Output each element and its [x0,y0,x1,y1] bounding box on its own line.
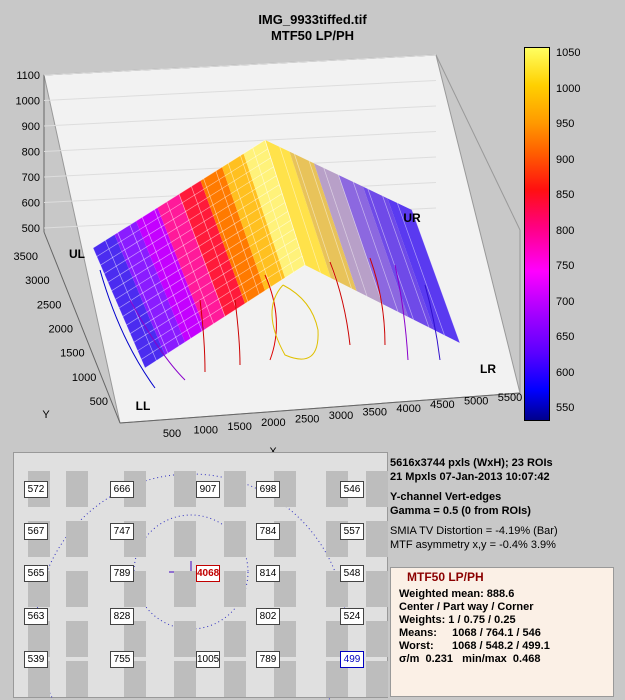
chart-patch [224,661,246,697]
y-tick-label: 500 [89,396,108,408]
z-tick-label: 600 [21,197,40,210]
roi-value: 563 [24,608,48,625]
z-tick-label: 1100 [16,70,40,82]
chart-patch [174,661,196,697]
y-tick-label: 3500 [13,251,38,263]
colorbar-tick-label: 800 [556,224,575,237]
summary-line: Center / Part way / Corner [399,601,534,613]
z-tick-label: 900 [21,121,40,133]
roi-value: 698 [256,481,280,498]
chart-patch [366,521,388,557]
chart-patch [224,571,246,607]
colorbar-tick-label: 950 [556,118,575,130]
colorbar-tick-label: 550 [556,402,575,414]
roi-value: 565 [24,565,48,582]
summary-line: Weighted mean: 888.6 [399,588,515,600]
z-tick-label: 700 [21,172,40,184]
colorbar [524,47,550,421]
roi-value: 789 [256,651,280,668]
chart-patch [66,661,88,697]
x-tick-label: 2000 [261,417,286,430]
title-file: IMG_9933tiffed.tif [258,12,367,27]
y-tick-label: 2500 [36,299,62,312]
y-tick-label: 1000 [71,371,97,384]
roi-value: 802 [256,608,280,625]
colorbar-tick-label: 650 [556,331,575,343]
roi-value: 789 [110,565,134,582]
info-asymmetry: MTF asymmetry x,y = -0.4% 3.9% [390,539,556,551]
y-tick-label: 3000 [25,275,50,288]
roi-map [13,452,388,698]
colorbar-tick-label: 1050 [556,47,581,59]
roi-value: 814 [256,565,280,582]
chart-patch [66,521,88,557]
chart-patch [224,621,246,657]
chart-patch [224,471,246,507]
chart-patch [66,621,88,657]
corner-label: UL [69,247,85,261]
chart-patch [66,571,88,607]
z-tick-label: 800 [21,146,40,159]
summary-line: Worst: 1068 / 548.2 / 499.1 [399,640,550,652]
corner-label: LR [480,362,496,376]
roi-value: 4068 [196,565,220,582]
roi-value: 755 [110,651,134,668]
x-tick-label: 1500 [227,420,252,433]
info-panel [390,456,558,552]
summary-line: σ/m 0.231 min/max 0.468 [399,653,541,665]
chart-patch [366,661,388,697]
roi-value: 524 [340,608,364,625]
colorbar-tick-label: 700 [556,295,575,308]
x-tick-label: 4500 [430,399,455,412]
x-tick-label: 5000 [463,395,489,408]
roi-value: 747 [110,523,134,540]
chart-patch [224,521,246,557]
colorbar-tick-label: 1000 [556,82,581,95]
chart-patch [174,521,196,557]
x-tick-label: 2500 [294,413,320,426]
info-channel: Y-channel Vert-edges [390,491,502,503]
roi-value: 784 [256,523,280,540]
roi-value: 567 [24,523,48,540]
roi-value: 546 [340,481,364,498]
corner-label: UR [403,211,421,225]
chart-patch [174,571,196,607]
x-tick-label: 4000 [396,402,421,415]
summary-line: Weights: 1 / 0.75 / 0.25 [399,614,516,626]
z-tick-label: 1000 [15,95,40,108]
chart-patch [366,471,388,507]
roi-value: 572 [24,481,48,498]
roi-value: 907 [196,481,220,498]
summary-header: MTF50 LP/PH [407,570,484,584]
info-size: 5616x3744 pxls (WxH); 23 ROIs [390,457,553,469]
colorbar-tick-label: 750 [556,260,575,272]
roi-value: 548 [340,565,364,582]
x-tick-label: 5500 [497,392,523,404]
chart-patch [66,471,88,507]
chart-patch [366,571,388,607]
corner-label: LL [135,399,151,413]
title-metric: MTF50 LP/PH [270,28,355,43]
chart-patch [366,621,388,657]
summary-line: Means: 1068 / 764.1 / 546 [399,627,541,639]
x-tick-label: 1000 [193,424,219,437]
roi-value: 666 [110,481,134,498]
roi-value: 539 [24,651,48,668]
x-tick-label: 3500 [362,406,388,419]
roi-value: 499 [340,651,364,668]
roi-value: 828 [110,608,134,625]
info-distortion: SMIA TV Distortion = -4.19% (Bar) [390,525,558,537]
chart-patch [174,471,196,507]
info-date: 21 Mpxls 07-Jan-2013 10:07:42 [390,471,550,483]
summary-box [390,567,614,697]
roi-value: 557 [340,523,364,540]
colorbar-tick-label: 600 [556,366,575,379]
x-tick-label: 500 [162,428,182,440]
z-tick-label: 500 [21,223,40,235]
y-axis-title: Y [42,409,50,421]
y-tick-label: 2000 [48,323,73,336]
info-gamma: Gamma = 0.5 (0 from ROIs) [390,505,531,517]
roi-value: 1005 [196,651,220,668]
chart-patch [174,621,196,657]
x-tick-label: 3000 [328,410,354,422]
colorbar-tick-label: 850 [556,189,575,201]
colorbar-tick-label: 900 [556,153,575,166]
y-tick-label: 1500 [60,347,85,360]
